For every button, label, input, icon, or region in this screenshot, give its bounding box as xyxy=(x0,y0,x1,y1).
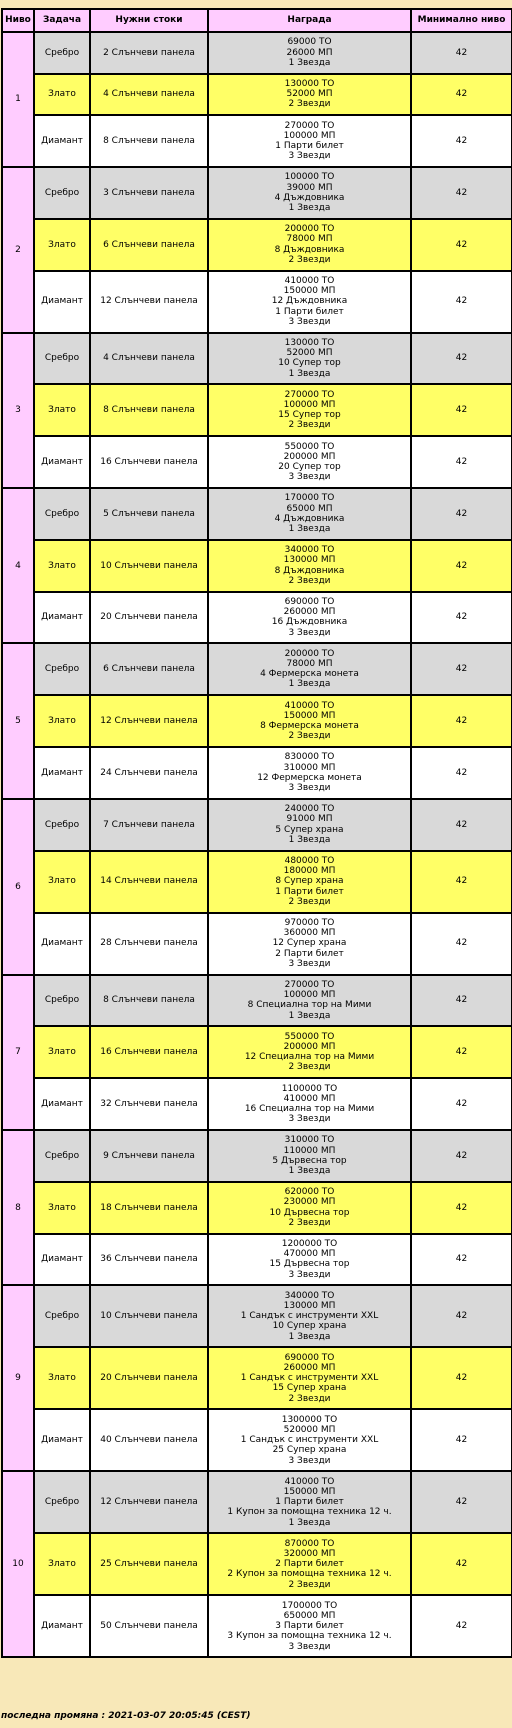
table-row xyxy=(2,1533,512,1595)
goods-cell: 8 Слънчеви панела xyxy=(90,975,208,1027)
reward-line: 340000 ТО xyxy=(284,545,335,556)
reward-line: 2 Парти билет xyxy=(275,1559,344,1570)
level-cell: 5 xyxy=(2,643,34,798)
task-tier-cell: Диамант xyxy=(34,1078,90,1130)
min-level-cell: 42 xyxy=(411,1026,512,1078)
reward-line: 4 Фермерска монета xyxy=(260,669,359,680)
table-row xyxy=(2,32,512,74)
reward-cell xyxy=(208,32,411,74)
reward-line: 2 Звезди xyxy=(288,896,331,907)
table-row xyxy=(2,1285,512,1347)
table-row xyxy=(2,1182,512,1234)
task-tier-cell: Злато xyxy=(34,1182,90,1234)
table-row xyxy=(2,74,512,116)
reward-line: 270000 ТО xyxy=(284,980,335,991)
goods-cell: 18 Слънчеви панела xyxy=(90,1182,208,1234)
reward-line: 830000 ТО xyxy=(284,752,335,763)
min-level-cell: 42 xyxy=(411,643,512,695)
task-tier-cell: Сребро xyxy=(34,167,90,219)
reward-line: 12 Дъждовника xyxy=(271,296,348,307)
reward-line: 8 Фермерска монета xyxy=(260,721,359,732)
min-level-cell: 42 xyxy=(411,384,512,436)
reward-line: 1 Сандък с инструменти XXL xyxy=(240,1311,379,1322)
min-level-cell: 42 xyxy=(411,219,512,271)
reward-line: 650000 МП xyxy=(283,1611,336,1622)
goods-cell: 8 Слънчеви панела xyxy=(90,115,208,167)
reward-line: 1700000 ТО xyxy=(281,1600,338,1611)
task-tier-cell: Сребро xyxy=(34,1471,90,1533)
task-tier-cell: Сребро xyxy=(34,32,90,74)
goods-cell: 12 Слънчеви панела xyxy=(90,695,208,747)
reward-line: 550000 ТО xyxy=(284,1031,335,1042)
reward-line: 240000 ТО xyxy=(284,804,335,815)
table-row xyxy=(2,1595,512,1657)
min-level-cell: 42 xyxy=(411,695,512,747)
task-tier-cell: Сребро xyxy=(34,1285,90,1347)
reward-line: 260000 МП xyxy=(283,607,336,618)
task-tier-cell: Злато xyxy=(34,1347,90,1409)
reward-line: 15 Дървесна тор xyxy=(269,1259,350,1270)
goods-cell: 25 Слънчеви панела xyxy=(90,1533,208,1595)
task-tier-cell: Злато xyxy=(34,74,90,116)
min-level-cell: 42 xyxy=(411,975,512,1027)
table-row xyxy=(2,271,512,333)
reward-line: 15 Супер храна xyxy=(272,1383,347,1394)
task-tier-cell: Злато xyxy=(34,851,90,913)
reward-line: 130000 МП xyxy=(283,1301,336,1312)
min-level-cell: 42 xyxy=(411,115,512,167)
reward-line: 1 Сандък с инструменти XXL xyxy=(240,1435,379,1446)
table-row xyxy=(2,540,512,592)
reward-line: 200000 ТО xyxy=(284,648,335,659)
goods-cell: 10 Слънчеви панела xyxy=(90,540,208,592)
reward-line: 1 Звезда xyxy=(288,57,331,68)
task-tier-cell: Диамант xyxy=(34,271,90,333)
goods-cell: 7 Слънчеви панела xyxy=(90,799,208,851)
reward-line: 52000 МП xyxy=(286,348,333,359)
reward-line: 170000 ТО xyxy=(284,493,335,504)
reward-line: 3 Звезди xyxy=(288,316,331,327)
reward-cell xyxy=(208,115,411,167)
rewards-table-wrapper xyxy=(1,8,511,1658)
reward-line: 480000 ТО xyxy=(284,856,335,867)
reward-line: 270000 ТО xyxy=(284,120,335,131)
reward-line: 1 Парти билет xyxy=(275,141,344,152)
reward-line: 2 Парти билет xyxy=(275,948,344,959)
level-cell: 2 xyxy=(2,167,34,333)
reward-cell xyxy=(208,540,411,592)
table-row xyxy=(2,1234,512,1286)
table-row xyxy=(2,1409,512,1471)
reward-line: 1 Парти билет xyxy=(275,306,344,317)
header-task: Задача xyxy=(34,9,90,32)
level-cell: 4 xyxy=(2,488,34,643)
goods-cell: 16 Слънчеви панела xyxy=(90,436,208,488)
task-tier-cell: Сребро xyxy=(34,333,90,385)
goods-cell: 3 Слънчеви панела xyxy=(90,167,208,219)
reward-line: 180000 МП xyxy=(283,866,336,877)
min-level-cell: 42 xyxy=(411,1471,512,1533)
reward-line: 1 Звезда xyxy=(288,524,331,535)
reward-line: 690000 ТО xyxy=(284,597,335,608)
level-cell: 7 xyxy=(2,975,34,1130)
table-row xyxy=(2,695,512,747)
table-row xyxy=(2,643,512,695)
reward-line: 310000 ТО xyxy=(284,1135,335,1146)
reward-line: 410000 МП xyxy=(283,1093,336,1104)
reward-line: 26000 МП xyxy=(286,47,333,58)
reward-line: 1 Сандък с инструменти XXL xyxy=(240,1373,379,1384)
task-tier-cell: Диамант xyxy=(34,747,90,799)
reward-line: 4 Дъждовника xyxy=(274,513,345,524)
reward-line: 270000 ТО xyxy=(284,389,335,400)
reward-line: 1100000 ТО xyxy=(281,1083,338,1094)
reward-line: 10 Супер тор xyxy=(278,358,341,369)
task-tier-cell: Сребро xyxy=(34,799,90,851)
goods-cell: 4 Слънчеви панела xyxy=(90,74,208,116)
reward-line: 2 Звезди xyxy=(288,1217,331,1228)
reward-line: 8 Дъждовника xyxy=(274,244,345,255)
reward-line: 3 Звезди xyxy=(288,783,331,794)
reward-line: 52000 МП xyxy=(286,89,333,100)
header-min-level: Минимално ниво xyxy=(411,9,512,32)
reward-line: 1300000 ТО xyxy=(281,1414,338,1425)
reward-line: 8 Супер храна xyxy=(275,876,344,887)
min-level-cell: 42 xyxy=(411,851,512,913)
reward-cell xyxy=(208,1595,411,1657)
reward-cell xyxy=(208,1285,411,1347)
reward-line: 100000 ТО xyxy=(284,172,335,183)
min-level-cell: 42 xyxy=(411,592,512,644)
task-tier-cell: Злато xyxy=(34,1026,90,1078)
reward-line: 1 Звезда xyxy=(288,368,331,379)
min-level-cell: 42 xyxy=(411,913,512,975)
reward-line: 150000 МП xyxy=(283,710,336,721)
reward-line: 12 Фермерска монета xyxy=(257,772,362,783)
reward-line: 150000 МП xyxy=(283,286,336,297)
reward-line: 2 Звезди xyxy=(288,420,331,431)
reward-cell xyxy=(208,1130,411,1182)
reward-cell xyxy=(208,975,411,1027)
level-cell: 9 xyxy=(2,1285,34,1471)
reward-line: 100000 МП xyxy=(283,130,336,141)
reward-line: 520000 МП xyxy=(283,1425,336,1436)
reward-line: 320000 МП xyxy=(283,1549,336,1560)
reward-cell xyxy=(208,1347,411,1409)
goods-cell: 6 Слънчеви панела xyxy=(90,643,208,695)
reward-line: 230000 МП xyxy=(283,1197,336,1208)
reward-line: 870000 ТО xyxy=(284,1538,335,1549)
reward-line: 2 Купон за помощна техника 12 ч. xyxy=(227,1569,392,1580)
reward-line: 65000 МП xyxy=(286,503,333,514)
task-tier-cell: Диамант xyxy=(34,436,90,488)
min-level-cell: 42 xyxy=(411,1078,512,1130)
goods-cell: 14 Слънчеви панела xyxy=(90,851,208,913)
table-row xyxy=(2,851,512,913)
header-goods: Нужни стоки xyxy=(90,9,208,32)
goods-cell: 20 Слънчеви панела xyxy=(90,592,208,644)
reward-line: 10 Супер храна xyxy=(272,1321,347,1332)
reward-cell xyxy=(208,167,411,219)
reward-line: 1 Звезда xyxy=(288,1517,331,1528)
reward-line: 1 Купон за помощна техника 12 ч. xyxy=(227,1507,392,1518)
level-cell: 10 xyxy=(2,1471,34,1657)
goods-cell: 5 Слънчеви панела xyxy=(90,488,208,540)
reward-line: 2 Звезди xyxy=(288,1062,331,1073)
goods-cell: 40 Слънчеви панела xyxy=(90,1409,208,1471)
reward-cell xyxy=(208,1026,411,1078)
task-tier-cell: Злато xyxy=(34,540,90,592)
goods-cell: 20 Слънчеви панела xyxy=(90,1347,208,1409)
goods-cell: 10 Слънчеви панела xyxy=(90,1285,208,1347)
goods-cell: 16 Слънчеви панела xyxy=(90,1026,208,1078)
reward-line: 3 Парти билет xyxy=(275,1621,344,1632)
reward-line: 3 Звезди xyxy=(288,151,331,162)
task-tier-cell: Диамант xyxy=(34,592,90,644)
goods-cell: 2 Слънчеви панела xyxy=(90,32,208,74)
reward-cell xyxy=(208,436,411,488)
header-level: Ниво xyxy=(2,9,34,32)
reward-line: 2 Звезди xyxy=(288,575,331,586)
goods-cell: 6 Слънчеви панела xyxy=(90,219,208,271)
reward-line: 1200000 ТО xyxy=(281,1239,338,1250)
table-row xyxy=(2,1130,512,1182)
min-level-cell: 42 xyxy=(411,1182,512,1234)
table-row xyxy=(2,333,512,385)
min-level-cell: 42 xyxy=(411,1409,512,1471)
reward-line: 3 Звезди xyxy=(288,627,331,638)
reward-line: 150000 МП xyxy=(283,1487,336,1498)
goods-cell: 32 Слънчеви панела xyxy=(90,1078,208,1130)
task-tier-cell: Злато xyxy=(34,1533,90,1595)
table-row xyxy=(2,1026,512,1078)
reward-line: 360000 МП xyxy=(283,928,336,939)
reward-line: 3 Купон за помощна техника 12 ч. xyxy=(227,1631,392,1642)
goods-cell: 24 Слънчеви панела xyxy=(90,747,208,799)
goods-cell: 12 Слънчеви панела xyxy=(90,1471,208,1533)
table-row xyxy=(2,747,512,799)
reward-line: 690000 ТО xyxy=(284,1352,335,1363)
reward-line: 970000 ТО xyxy=(284,918,335,929)
table-row xyxy=(2,167,512,219)
reward-line: 10 Дървесна тор xyxy=(269,1207,350,1218)
reward-line: 1 Звезда xyxy=(288,203,331,214)
reward-line: 12 Супер храна xyxy=(272,938,347,949)
task-tier-cell: Сребро xyxy=(34,488,90,540)
reward-line: 8 Дъждовника xyxy=(274,565,345,576)
reward-line: 5 Супер храна xyxy=(275,824,344,835)
reward-line: 550000 ТО xyxy=(284,441,335,452)
reward-line: 1 Звезда xyxy=(288,834,331,845)
reward-line: 3 Звезди xyxy=(288,958,331,969)
level-cell: 1 xyxy=(2,32,34,167)
table-row xyxy=(2,1078,512,1130)
reward-line: 3 Звезди xyxy=(288,1114,331,1125)
reward-line: 620000 ТО xyxy=(284,1187,335,1198)
reward-line: 91000 МП xyxy=(286,814,333,825)
reward-cell xyxy=(208,74,411,116)
reward-line: 100000 МП xyxy=(283,400,336,411)
reward-line: 3 Звезди xyxy=(288,1455,331,1466)
min-level-cell: 42 xyxy=(411,747,512,799)
level-cell: 3 xyxy=(2,333,34,488)
reward-line: 340000 ТО xyxy=(284,1290,335,1301)
reward-line: 410000 ТО xyxy=(284,276,335,287)
task-tier-cell: Диамант xyxy=(34,1234,90,1286)
goods-cell: 4 Слънчеви панела xyxy=(90,333,208,385)
table-row xyxy=(2,1471,512,1533)
goods-cell: 8 Слънчеви панела xyxy=(90,384,208,436)
reward-line: 410000 ТО xyxy=(284,1476,335,1487)
min-level-cell: 42 xyxy=(411,74,512,116)
reward-line: 1 Звезда xyxy=(288,1331,331,1342)
reward-line: 16 Специална тор на Мими xyxy=(244,1104,375,1115)
task-tier-cell: Диамант xyxy=(34,913,90,975)
reward-line: 130000 МП xyxy=(283,555,336,566)
reward-line: 2 Звезди xyxy=(288,1579,331,1590)
goods-cell: 36 Слънчеви панела xyxy=(90,1234,208,1286)
reward-line: 130000 ТО xyxy=(284,338,335,349)
header-reward: Награда xyxy=(208,9,411,32)
min-level-cell: 42 xyxy=(411,1130,512,1182)
task-tier-cell: Злато xyxy=(34,695,90,747)
rewards-table xyxy=(1,8,512,1658)
table-row xyxy=(2,384,512,436)
reward-line: 39000 МП xyxy=(286,182,333,193)
last-modified-footer: последна промяна : 2021-03-07 20:05:45 (CEST) xyxy=(1,1711,251,1721)
reward-line: 4 Дъждовника xyxy=(274,192,345,203)
reward-line: 110000 МП xyxy=(283,1145,336,1156)
reward-cell xyxy=(208,1234,411,1286)
reward-cell xyxy=(208,799,411,851)
task-tier-cell: Сребро xyxy=(34,1130,90,1182)
reward-cell xyxy=(208,643,411,695)
reward-line: 200000 МП xyxy=(283,1042,336,1053)
reward-line: 470000 МП xyxy=(283,1249,336,1260)
reward-line: 3 Звезди xyxy=(288,1269,331,1280)
min-level-cell: 42 xyxy=(411,1595,512,1657)
table-body xyxy=(2,32,512,1657)
min-level-cell: 42 xyxy=(411,32,512,74)
reward-cell xyxy=(208,1471,411,1533)
table-row xyxy=(2,592,512,644)
table-row xyxy=(2,913,512,975)
reward-cell xyxy=(208,219,411,271)
reward-line: 200000 ТО xyxy=(284,224,335,235)
reward-line: 1 Звезда xyxy=(288,1010,331,1021)
task-tier-cell: Злато xyxy=(34,219,90,271)
reward-cell xyxy=(208,747,411,799)
reward-cell xyxy=(208,592,411,644)
reward-line: 200000 МП xyxy=(283,451,336,462)
reward-cell xyxy=(208,1182,411,1234)
reward-line: 69000 ТО xyxy=(287,37,332,48)
level-cell: 6 xyxy=(2,799,34,975)
reward-cell xyxy=(208,271,411,333)
reward-cell xyxy=(208,1078,411,1130)
reward-cell xyxy=(208,1533,411,1595)
min-level-cell: 42 xyxy=(411,1234,512,1286)
reward-line: 2 Звезди xyxy=(288,254,331,265)
task-tier-cell: Диамант xyxy=(34,1595,90,1657)
min-level-cell: 42 xyxy=(411,1285,512,1347)
table-row xyxy=(2,975,512,1027)
min-level-cell: 42 xyxy=(411,333,512,385)
min-level-cell: 42 xyxy=(411,540,512,592)
reward-line: 1 Парти билет xyxy=(275,886,344,897)
min-level-cell: 42 xyxy=(411,1533,512,1595)
task-tier-cell: Сребро xyxy=(34,643,90,695)
task-tier-cell: Диамант xyxy=(34,115,90,167)
reward-cell xyxy=(208,913,411,975)
reward-line: 5 Дървесна тор xyxy=(272,1155,347,1166)
reward-line: 130000 ТО xyxy=(284,79,335,90)
reward-line: 260000 МП xyxy=(283,1363,336,1374)
reward-line: 78000 МП xyxy=(286,234,333,245)
goods-cell: 50 Слънчеви панела xyxy=(90,1595,208,1657)
reward-cell xyxy=(208,384,411,436)
reward-cell xyxy=(208,1409,411,1471)
reward-line: 16 Дъждовника xyxy=(271,617,348,628)
reward-line: 25 Супер храна xyxy=(272,1445,347,1456)
task-tier-cell: Диамант xyxy=(34,1409,90,1471)
reward-cell xyxy=(208,851,411,913)
reward-line: 2 Звезди xyxy=(288,99,331,110)
task-tier-cell: Злато xyxy=(34,384,90,436)
reward-line: 12 Специална тор на Мими xyxy=(244,1052,375,1063)
reward-line: 15 Супер тор xyxy=(278,410,341,421)
reward-line: 410000 ТО xyxy=(284,700,335,711)
table-header-row xyxy=(2,9,512,32)
min-level-cell: 42 xyxy=(411,271,512,333)
goods-cell: 9 Слънчеви панела xyxy=(90,1130,208,1182)
table-row xyxy=(2,115,512,167)
table-row xyxy=(2,436,512,488)
reward-cell xyxy=(208,333,411,385)
reward-line: 20 Супер тор xyxy=(278,462,341,473)
min-level-cell: 42 xyxy=(411,488,512,540)
reward-line: 1 Звезда xyxy=(288,1166,331,1177)
min-level-cell: 42 xyxy=(411,436,512,488)
reward-cell xyxy=(208,695,411,747)
reward-line: 3 Звезди xyxy=(288,472,331,483)
min-level-cell: 42 xyxy=(411,799,512,851)
reward-line: 100000 МП xyxy=(283,990,336,1001)
min-level-cell: 42 xyxy=(411,167,512,219)
task-tier-cell: Сребро xyxy=(34,975,90,1027)
reward-line: 2 Звезди xyxy=(288,731,331,742)
reward-line: 1 Звезда xyxy=(288,679,331,690)
reward-line: 1 Парти билет xyxy=(275,1497,344,1508)
reward-line: 310000 МП xyxy=(283,762,336,773)
goods-cell: 12 Слънчеви панела xyxy=(90,271,208,333)
reward-line: 3 Звезди xyxy=(288,1641,331,1652)
level-cell: 8 xyxy=(2,1130,34,1285)
reward-line: 8 Специална тор на Мими xyxy=(247,1000,372,1011)
reward-line: 2 Звезди xyxy=(288,1393,331,1404)
table-row xyxy=(2,799,512,851)
table-row xyxy=(2,488,512,540)
table-row xyxy=(2,219,512,271)
goods-cell: 28 Слънчеви панела xyxy=(90,913,208,975)
reward-line: 78000 МП xyxy=(286,659,333,670)
table-row xyxy=(2,1347,512,1409)
reward-cell xyxy=(208,488,411,540)
min-level-cell: 42 xyxy=(411,1347,512,1409)
